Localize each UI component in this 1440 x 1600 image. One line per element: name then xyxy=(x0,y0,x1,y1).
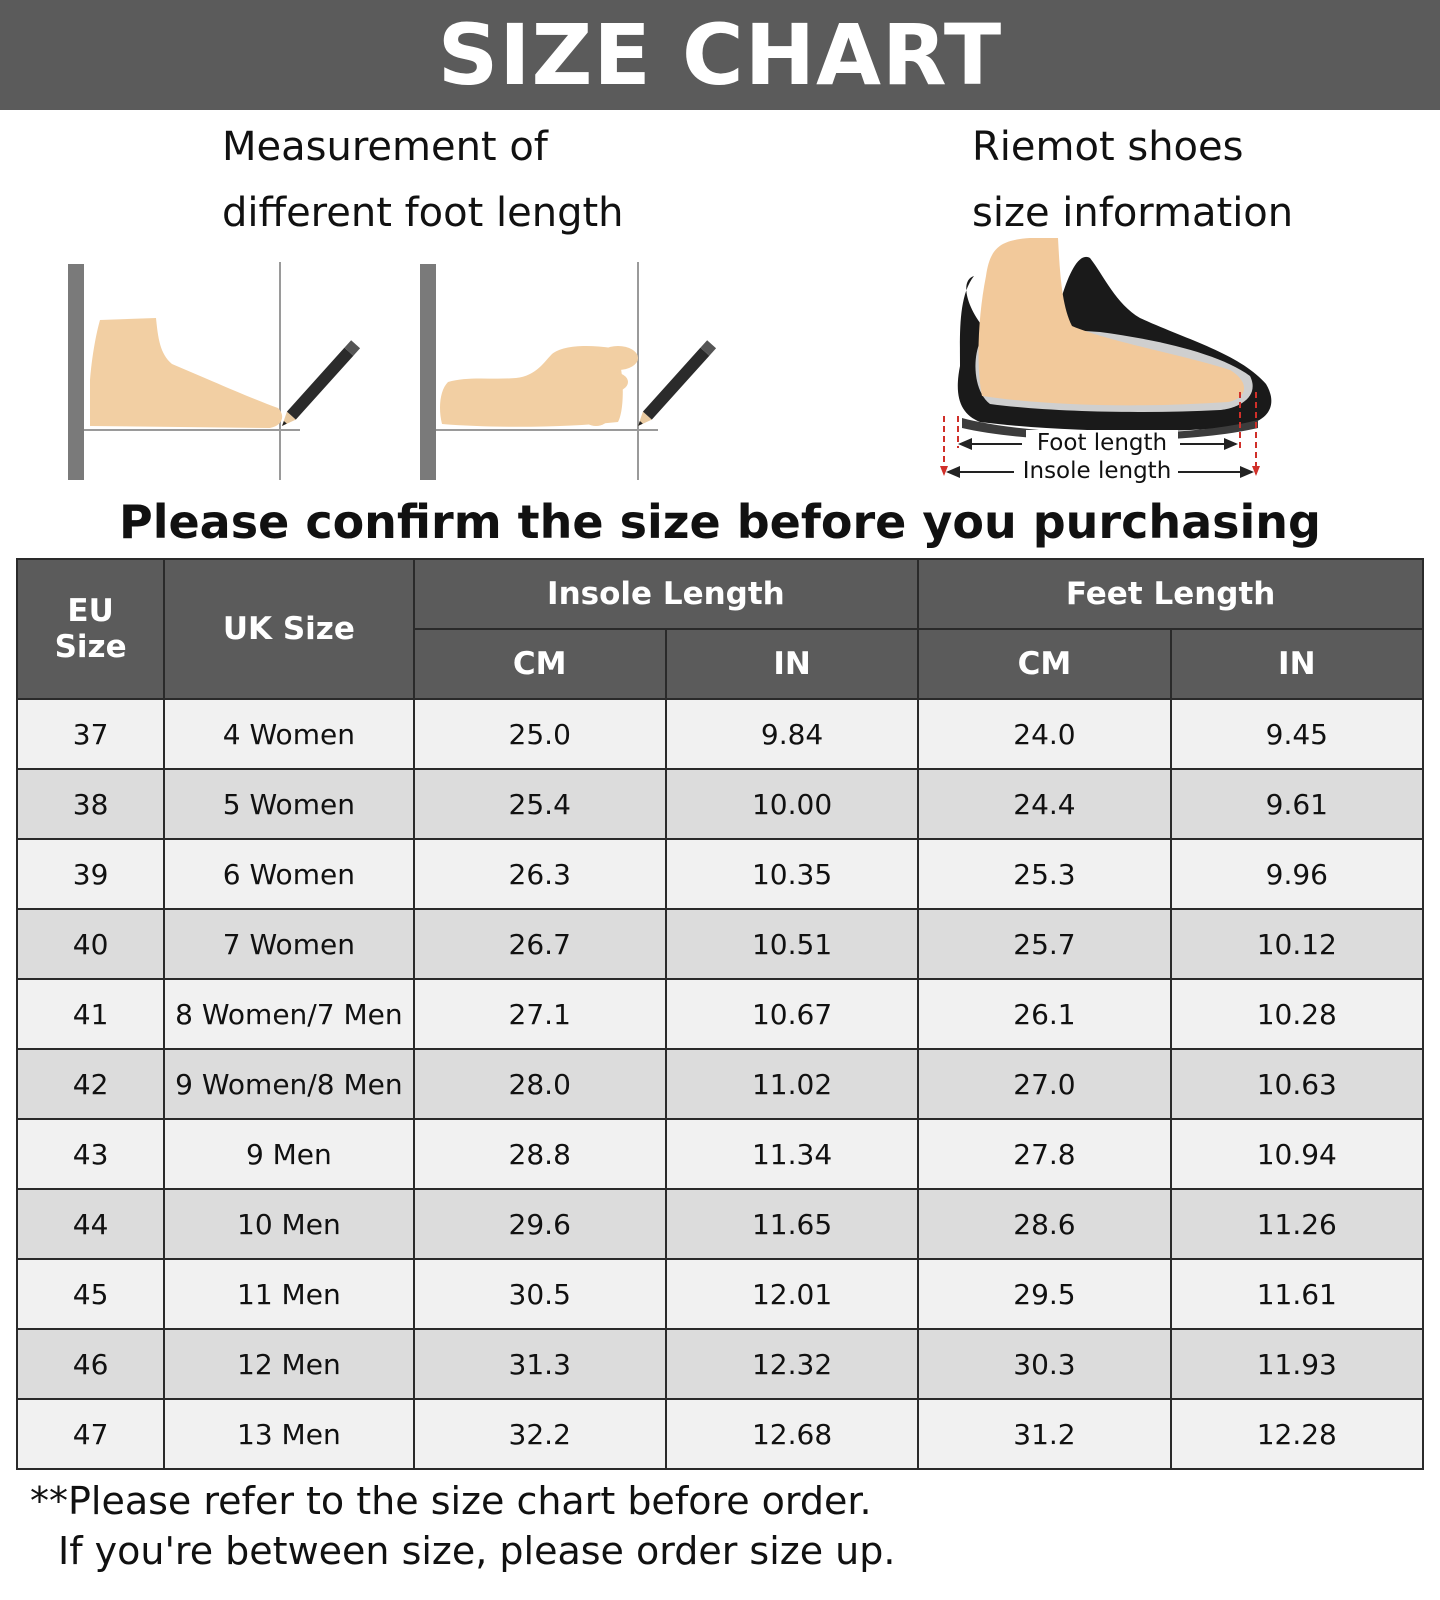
table-row xyxy=(17,699,1423,769)
uk-size-cell: 11 Men xyxy=(164,1259,413,1329)
col-header-insole-in: IN xyxy=(666,629,918,699)
insole-cm-cell: 31.3 xyxy=(414,1329,666,1399)
insole-in-cell: 10.35 xyxy=(666,839,918,909)
footnote xyxy=(30,1476,895,1576)
measure-caption-line1: Measurement of xyxy=(222,124,548,170)
table-row xyxy=(17,909,1423,979)
table-row xyxy=(17,769,1423,839)
feet-in-cell: 12.28 xyxy=(1171,1399,1423,1469)
feet-in-cell: 9.96 xyxy=(1171,839,1423,909)
insole-in-cell: 10.51 xyxy=(666,909,918,979)
foot-side-shape xyxy=(90,318,282,428)
eu-size-cell: 40 xyxy=(17,909,164,979)
page-title: SIZE CHART xyxy=(437,6,1003,104)
feet-in-cell: 10.28 xyxy=(1171,979,1423,1049)
col-header-insole-cm: CM xyxy=(414,629,666,699)
insole-cm-cell: 25.4 xyxy=(414,769,666,839)
insole-cm-cell: 32.2 xyxy=(414,1399,666,1469)
insole-in-cell: 10.00 xyxy=(666,769,918,839)
table-row xyxy=(17,839,1423,909)
eu-size-header-line1: EU xyxy=(67,593,114,629)
eu-size-cell: 42 xyxy=(17,1049,164,1119)
insole-in-cell: 12.01 xyxy=(666,1259,918,1329)
insole-in-cell: 12.68 xyxy=(666,1399,918,1469)
insole-cm-cell: 30.5 xyxy=(414,1259,666,1329)
uk-size-cell: 10 Men xyxy=(164,1189,413,1259)
table-row xyxy=(17,1329,1423,1399)
feet-cm-cell: 25.7 xyxy=(918,909,1170,979)
insole-in-cell: 11.02 xyxy=(666,1049,918,1119)
confirm-heading: Please confirm the size before you purchasing xyxy=(119,495,1321,549)
size-table xyxy=(16,558,1424,1470)
footnote-line2: If you're between size, please order size up. xyxy=(58,1529,896,1573)
feet-cm-cell: 27.0 xyxy=(918,1049,1170,1119)
col-header-uk-size: UK Size xyxy=(164,559,413,699)
insole-in-cell: 10.67 xyxy=(666,979,918,1049)
uk-size-cell: 7 Women xyxy=(164,909,413,979)
eu-size-cell: 47 xyxy=(17,1399,164,1469)
table-row xyxy=(17,979,1423,1049)
wall-bar xyxy=(68,264,84,480)
eu-size-header-line2: Size xyxy=(54,629,127,665)
uk-size-cell: 4 Women xyxy=(164,699,413,769)
footnote-line1: **Please refer to the size chart before order. xyxy=(30,1479,872,1523)
uk-size-cell: 9 Women/8 Men xyxy=(164,1049,413,1119)
feet-in-cell: 10.12 xyxy=(1171,909,1423,979)
uk-size-cell: 9 Men xyxy=(164,1119,413,1189)
feet-in-cell: 9.45 xyxy=(1171,699,1423,769)
eu-size-cell: 46 xyxy=(17,1329,164,1399)
header-banner xyxy=(0,0,1440,110)
feet-cm-cell: 28.6 xyxy=(918,1189,1170,1259)
feet-cm-cell: 30.3 xyxy=(918,1329,1170,1399)
uk-size-cell: 13 Men xyxy=(164,1399,413,1469)
feet-in-cell: 11.93 xyxy=(1171,1329,1423,1399)
feet-in-cell: 10.94 xyxy=(1171,1119,1423,1189)
foot-side-measure-illustration xyxy=(60,258,370,488)
shoe-caption xyxy=(972,114,1293,246)
eu-size-cell: 38 xyxy=(17,769,164,839)
shoe-caption-line2: size information xyxy=(972,190,1294,236)
feet-in-cell: 10.63 xyxy=(1171,1049,1423,1119)
insole-cm-cell: 28.8 xyxy=(414,1119,666,1189)
eu-size-cell: 39 xyxy=(17,839,164,909)
insole-cm-cell: 25.0 xyxy=(414,699,666,769)
feet-in-cell: 11.26 xyxy=(1171,1189,1423,1259)
col-header-feet-cm: CM xyxy=(918,629,1170,699)
shoe-caption-line1: Riemot shoes xyxy=(972,124,1244,170)
insole-in-cell: 12.32 xyxy=(666,1329,918,1399)
uk-size-cell: 12 Men xyxy=(164,1329,413,1399)
feet-in-cell: 9.61 xyxy=(1171,769,1423,839)
uk-size-cell: 8 Women/7 Men xyxy=(164,979,413,1049)
insole-cm-cell: 28.0 xyxy=(414,1049,666,1119)
table-row xyxy=(17,1189,1423,1259)
eu-size-cell: 44 xyxy=(17,1189,164,1259)
feet-cm-cell: 26.1 xyxy=(918,979,1170,1049)
uk-size-cell: 5 Women xyxy=(164,769,413,839)
col-header-insole-length: Insole Length xyxy=(414,559,919,629)
eu-size-cell: 45 xyxy=(17,1259,164,1329)
uk-size-cell: 6 Women xyxy=(164,839,413,909)
insole-cm-cell: 26.3 xyxy=(414,839,666,909)
table-row xyxy=(17,1259,1423,1329)
shoe-size-diagram xyxy=(940,236,1290,494)
col-header-feet-length: Feet Length xyxy=(918,559,1423,629)
insole-length-label: Insole length xyxy=(1016,458,1178,484)
table-header-row-top xyxy=(17,559,1423,629)
insole-cm-cell: 27.1 xyxy=(414,979,666,1049)
feet-cm-cell: 25.3 xyxy=(918,839,1170,909)
insole-in-cell: 11.65 xyxy=(666,1189,918,1259)
insole-in-cell: 11.34 xyxy=(666,1119,918,1189)
insole-in-cell: 9.84 xyxy=(666,699,918,769)
foot-length-label: Foot length xyxy=(1026,430,1178,456)
pencil-icon xyxy=(278,340,361,430)
wall-bar xyxy=(420,264,436,480)
insole-cm-cell: 29.6 xyxy=(414,1189,666,1259)
insole-cm-cell: 26.7 xyxy=(414,909,666,979)
eu-size-cell: 41 xyxy=(17,979,164,1049)
feet-in-cell: 11.61 xyxy=(1171,1259,1423,1329)
size-table-body xyxy=(17,699,1423,1469)
eu-size-cell: 43 xyxy=(17,1119,164,1189)
feet-cm-cell: 27.8 xyxy=(918,1119,1170,1189)
table-row xyxy=(17,1049,1423,1119)
measure-caption-line2: different foot length xyxy=(222,190,624,236)
col-header-feet-in: IN xyxy=(1171,629,1423,699)
measure-caption xyxy=(222,114,624,246)
feet-cm-cell: 24.4 xyxy=(918,769,1170,839)
table-row xyxy=(17,1399,1423,1469)
feet-cm-cell: 31.2 xyxy=(918,1399,1170,1469)
eu-size-cell: 37 xyxy=(17,699,164,769)
feet-cm-cell: 24.0 xyxy=(918,699,1170,769)
foot-toe-measure-illustration xyxy=(412,258,722,488)
col-header-eu-size xyxy=(17,559,164,699)
table-row xyxy=(17,1119,1423,1189)
pencil-icon xyxy=(634,340,717,430)
feet-cm-cell: 29.5 xyxy=(918,1259,1170,1329)
